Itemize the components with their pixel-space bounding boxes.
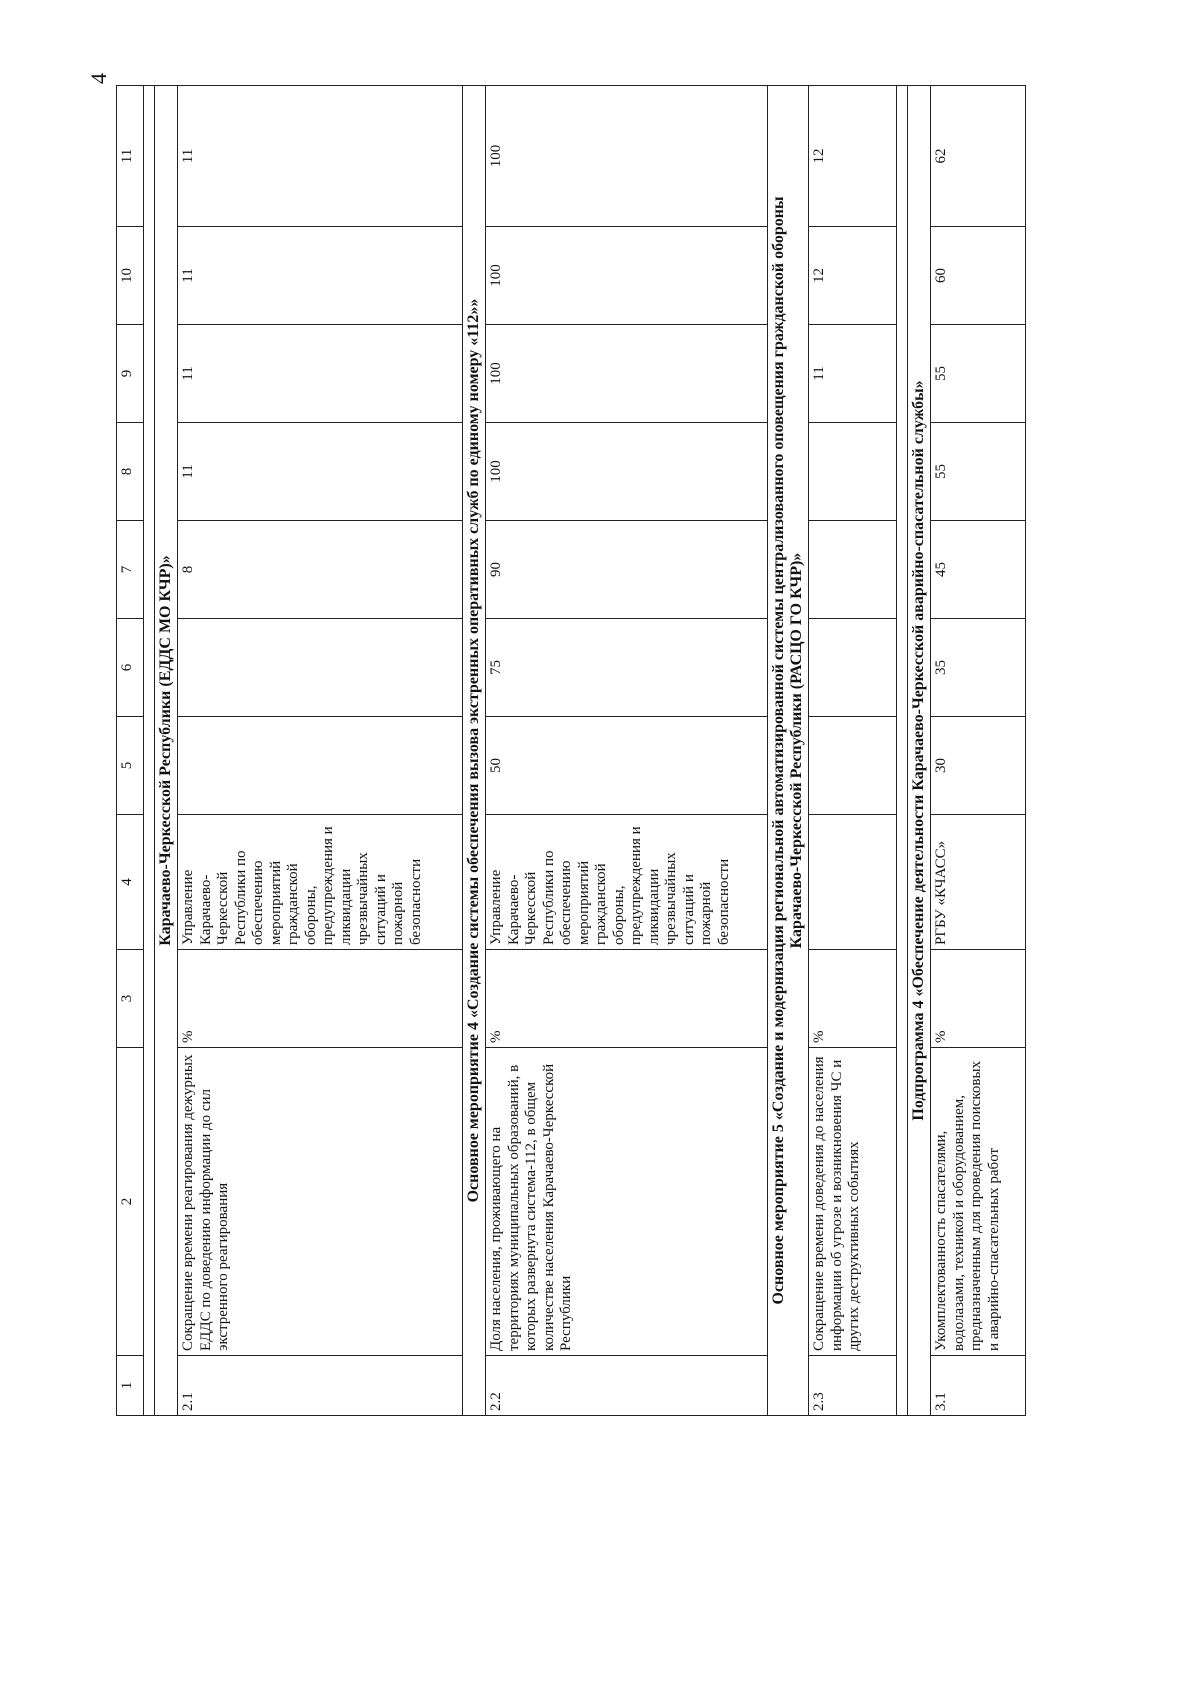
unit: % (931, 950, 1026, 1048)
value-col-9: 11 (178, 325, 463, 423)
table-row (486, 86, 768, 1416)
empty-row (897, 86, 908, 1416)
section-row (908, 86, 931, 1416)
row-number: 2.1 (178, 1356, 463, 1416)
rotated-table-container (116, 86, 1094, 1416)
row-number: 2.2 (486, 1356, 768, 1416)
col-header-1: 1 (117, 1356, 144, 1416)
value-col-6 (178, 619, 463, 717)
value-col-7: 90 (486, 521, 768, 619)
value-col-5: 30 (931, 717, 1026, 815)
executor: РГБУ «КЧАСС» (931, 815, 1026, 950)
section-title: Основное мероприятие 4 «Создание системы обеспечения вызова экстренных оперативных служб по единому номеру «112»» (463, 86, 486, 1416)
value-col-5 (809, 717, 897, 815)
indicators-table (116, 85, 1026, 1416)
value-col-10: 11 (178, 227, 463, 325)
value-col-10: 60 (931, 227, 1026, 325)
value-col-9: 100 (486, 325, 768, 423)
value-col-8: 11 (178, 423, 463, 521)
unit: % (809, 950, 897, 1048)
value-col-9: 11 (809, 325, 897, 423)
table-row (178, 86, 463, 1416)
section-row (768, 86, 809, 1416)
indicator-name: Сокращение времени доведения до населения информации об угрозе и возникновения ЧС и других деструктивных событиях (809, 1048, 897, 1356)
table-row (931, 86, 1026, 1416)
value-col-5 (178, 717, 463, 815)
col-header-4: 4 (117, 815, 144, 950)
section-row (463, 86, 486, 1416)
row-number: 2.3 (809, 1356, 897, 1416)
executor (809, 815, 897, 950)
unit: % (178, 950, 463, 1048)
value-col-11: 12 (809, 86, 897, 227)
row-number: 3.1 (931, 1356, 1026, 1416)
value-col-11: 62 (931, 86, 1026, 227)
value-col-5: 50 (486, 717, 768, 815)
executor: Управление Карачаево-Черкесской Республики по обеспечению мероприятий гражданской обороны, предупреждения и ликвидации чрезвычайных ситуаций и пожарной безопасности (178, 815, 463, 950)
empty-row (144, 86, 155, 1416)
col-header-5: 5 (117, 717, 144, 815)
col-header-9: 9 (117, 325, 144, 423)
indicator-name: Доля населения, проживающего на территориях муниципальных образований, в которых развернута система-112, в общем количестве населения Карачаево-Черкесской Республики (486, 1048, 768, 1356)
value-col-6: 75 (486, 619, 768, 717)
value-col-10: 100 (486, 227, 768, 325)
unit: % (486, 950, 768, 1048)
section-row (155, 86, 178, 1416)
value-col-8 (809, 423, 897, 521)
col-header-6: 6 (117, 619, 144, 717)
value-col-7 (809, 521, 897, 619)
empty-cell (144, 86, 155, 1416)
section-title: Карачаево-Черкесской Республики (ЕДДС МО КЧР)» (155, 86, 178, 1416)
col-header-7: 7 (117, 521, 144, 619)
value-col-10: 12 (809, 227, 897, 325)
indicator-name: Сокращение времени реагирования дежурных ЕДДС по доведению информации до сил экстренного реагирования (178, 1048, 463, 1356)
column-number-row (117, 86, 144, 1416)
section-title-line: Основное мероприятие 5 «Создание и модернизация региональной автоматизированной системы централизованного оповещения гражданской обороны (770, 196, 787, 1305)
indicator-name: Укомплектованность спасателями, водолазами, техникой и оборудованием, предназначенным для проведения поисковых и аварийно-спасательных работ (931, 1048, 1026, 1356)
executor: Управление Карачаево-Черкесской Республики по обеспечению мероприятий гражданской обороны, предупреждения и ликвидации чрезвычайных ситуаций и пожарной безопасности (486, 815, 768, 950)
value-col-9: 55 (931, 325, 1026, 423)
table-row (809, 86, 897, 1416)
col-header-10: 10 (117, 227, 144, 325)
value-col-7: 45 (931, 521, 1026, 619)
section-title (768, 86, 809, 1416)
value-col-11: 11 (178, 86, 463, 227)
col-header-2: 2 (117, 1048, 144, 1356)
section-title: Подпрограмма 4 «Обеспечение деятельности Карачаево-Черкесской аварийно-спасательной службы» (908, 86, 931, 1416)
value-col-6 (809, 619, 897, 717)
page-number: 4 (86, 73, 111, 84)
value-col-6: 35 (931, 619, 1026, 717)
value-col-7: 8 (178, 521, 463, 619)
value-col-11: 100 (486, 86, 768, 227)
col-header-3: 3 (117, 950, 144, 1048)
empty-cell (897, 86, 908, 1416)
col-header-8: 8 (117, 423, 144, 521)
value-col-8: 100 (486, 423, 768, 521)
section-title-line: Карачаево-Черкесской Республики (РАСЦО ГО КЧР)» (788, 552, 805, 949)
value-col-8: 55 (931, 423, 1026, 521)
col-header-11: 11 (117, 86, 144, 227)
